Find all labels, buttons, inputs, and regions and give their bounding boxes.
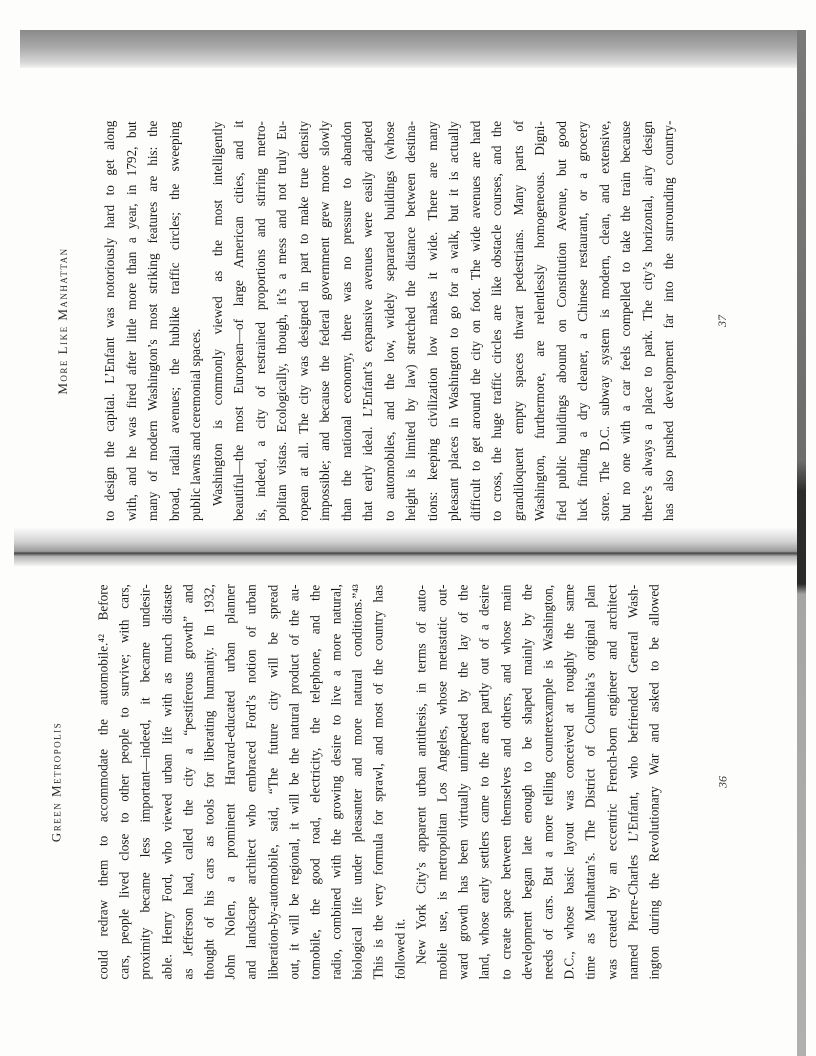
text-line-content: and landscape architect who embraced Ford’s notion of urban	[243, 583, 259, 979]
text-line-content: Washington, furthermore, are relentlessly homogeneous. Digni-	[532, 120, 547, 521]
text-line-content: but no one with a car feels compelled to take the train because	[618, 120, 633, 521]
text-line-content: with, and he was fired after little more than a year, in 1792, but	[123, 120, 139, 521]
text-line-content: many of modern Washington’s most striking features are his: the	[145, 120, 160, 521]
text-line-content: difficult to get around the city on foot. The wide avenues are hard	[467, 120, 483, 521]
text-line	[508, 121, 530, 521]
text-line-content: beautiful—the most European—of large American cities, and it	[231, 120, 246, 521]
text-line-content: is, indeed, a city of restrained proportions and stirring metro-	[252, 120, 268, 521]
text-line-content: development began late enough to be shaped mainly by the	[518, 583, 534, 979]
text-line-content: time as Manhattan’s. The District of Columbia’s original plan	[582, 584, 598, 979]
text-line	[99, 121, 121, 521]
text-line	[142, 121, 164, 521]
page-number: 36	[715, 775, 729, 788]
text-line-content: named Pierre-Charles L’Enfant, who befriended General Wash-	[624, 584, 640, 979]
text-line	[379, 121, 401, 521]
text-line	[658, 121, 680, 521]
text-line	[314, 121, 336, 521]
book-page-36	[50, 584, 740, 979]
text-line-content: pleasant places in Washington to go for a walk, but it is actually	[446, 120, 461, 521]
text-line	[262, 584, 283, 979]
text-line	[240, 584, 261, 979]
body-text	[99, 121, 680, 521]
text-line-content: public lawns and ceremonial spaces.	[188, 328, 203, 521]
text-line	[207, 121, 229, 521]
text-line	[537, 584, 558, 979]
book-gutter-shadow	[14, 528, 806, 566]
text-line-content: impossible; and because the federal government grew more slowly	[317, 120, 332, 521]
text-line	[156, 584, 177, 979]
text-line	[465, 121, 487, 521]
text-line-content: ropean at all. The city was designed in part to make true density	[295, 120, 311, 521]
text-line-content: This is the very formula for sprawl, and most of the country has	[370, 584, 386, 979]
text-line-content: to create space between themselves and others, and whose main	[497, 584, 513, 979]
text-line	[367, 584, 388, 979]
text-line	[271, 121, 293, 521]
text-line	[346, 584, 367, 979]
text-line-content: biological life under pleasanter and more natural conditions.”⁴³	[349, 583, 365, 979]
text-line-content: than the national economy, there was no pressure to abandon	[338, 120, 354, 521]
text-line-content: that early ideal. L’Enfant’s expansive avenues were easily adapted	[360, 120, 375, 521]
text-line	[219, 584, 240, 979]
text-line	[185, 121, 207, 521]
text-line-content: Washington is commonly viewed as the most intelligently	[209, 120, 225, 506]
text-line	[594, 121, 616, 521]
text-line-content: cars, people lived close to other people to survive; with cars,	[116, 583, 132, 979]
text-line-content: store. The D.C. subway system is modern, clean, and extensive,	[596, 120, 612, 521]
text-line-content: to cross, the huge traffic circles are like obstacle courses, and the	[489, 120, 504, 521]
text-line	[283, 584, 304, 979]
text-line-content: radio, combined with the growing desire to live a more natural,	[328, 583, 344, 979]
text-line	[92, 584, 113, 979]
text-line	[177, 584, 198, 979]
text-line	[198, 584, 219, 979]
text-line	[495, 584, 516, 979]
text-line-content: tions: keeping civilization low makes it wide. There are many	[424, 120, 440, 521]
text-line-content: New York City’s apparent urban antithesis, in terms of auto-	[412, 584, 428, 964]
text-line	[643, 584, 664, 979]
running-head: Green Metropolis	[48, 721, 63, 842]
book-page-edge	[797, 30, 806, 1056]
text-line-content: to automobiles, and the low, widely separated buildings (whose	[381, 120, 397, 521]
text-line-content: D.C., whose basic layout was conceived at roughly the same	[561, 583, 577, 979]
text-line	[486, 121, 508, 521]
text-line-content: has also pushed development far into the surrounding country-	[661, 120, 676, 521]
book-page-37	[50, 121, 740, 521]
running-head: More Like Manhattan	[55, 246, 70, 395]
text-line	[622, 584, 643, 979]
text-line-content: as Jefferson had, called the city a “pestiferous growth” and	[179, 583, 195, 979]
text-line-content: mobile use, is metropolitan Los Angeles, whose metastatic out-	[434, 583, 449, 979]
page-number: 37	[715, 314, 729, 327]
text-line-content: height is limited by law) stretched the distance between destina-	[403, 120, 418, 521]
text-line	[452, 584, 473, 979]
text-line	[389, 584, 410, 979]
text-line	[443, 121, 465, 521]
text-line-content: out, it will be regional, it will be the natural product of the au-	[285, 583, 301, 979]
text-line	[422, 121, 444, 521]
text-line	[431, 584, 452, 979]
text-line-content: able. Henry Ford, who viewed urban life with as much distaste	[158, 583, 174, 979]
text-line	[473, 584, 494, 979]
text-line	[572, 121, 594, 521]
text-line-content: ington during the Revolutionary War and asked to be allowed	[645, 583, 661, 979]
text-line-content: politan vistas. Ecologically, though, it’s a mess and not truly Eu-	[274, 120, 289, 521]
text-line	[164, 121, 186, 521]
text-line	[579, 584, 600, 979]
text-line-content: luck finding a dry cleaner, a Chinese restaurant, or a grocery	[575, 120, 590, 521]
text-line	[304, 584, 325, 979]
text-line-content: was created by an eccentric French-born engineer and architect	[603, 583, 619, 979]
text-line-content: thought of his cars as tools for liberating humanity. In 1932,	[200, 583, 216, 979]
text-line	[134, 584, 155, 979]
text-line-content: land, whose early settlers came to the area partly out of a desire	[476, 583, 492, 979]
text-line	[250, 121, 272, 521]
text-line	[637, 121, 659, 521]
text-line	[551, 121, 573, 521]
scan-top-edge-shadow	[20, 30, 806, 68]
text-line	[293, 121, 315, 521]
text-line-content: ward growth has been virtually unimpeded by the lay of the	[455, 584, 471, 979]
text-line	[357, 121, 379, 521]
text-line	[228, 121, 250, 521]
text-line	[615, 121, 637, 521]
body-text	[92, 584, 664, 979]
text-line	[400, 121, 422, 521]
text-line-content: there’s always a place to park. The city’s horizontal, airy design	[639, 120, 655, 521]
text-line	[121, 121, 143, 521]
text-line-content: liberation-by-automobile, said, “The future city will be spread	[264, 584, 280, 979]
text-line	[601, 584, 622, 979]
text-line-content: followed it.	[391, 918, 407, 979]
text-line-content: could redraw them to accommodate the automobile.⁴² Before	[95, 583, 110, 979]
text-line-content: proximity became less important—indeed, it became undesir-	[137, 583, 153, 979]
text-line	[516, 584, 537, 979]
text-line	[325, 584, 346, 979]
text-line	[410, 584, 431, 979]
text-line	[558, 584, 579, 979]
text-line-content: needs of cars. But a more telling counterexample is Washington,	[539, 584, 555, 979]
text-line	[529, 121, 551, 521]
text-line-content: John Nolen, a prominent Harvard-educated urban planner	[222, 583, 238, 979]
text-line-content: grandiloquent empty spaces thwart pedestrians. Many parts of	[510, 120, 526, 521]
text-line-content: broad, radial avenues; the hublike traffic circles; the sweeping	[166, 121, 182, 521]
text-line-content: to design the capital. L’Enfant was notoriously hard to get along	[102, 120, 117, 521]
text-line-content: tomobile, the good road, electricity, the telephone, and the	[306, 584, 322, 979]
text-line	[336, 121, 358, 521]
text-line-content: fied public buildings abound on Constitution Avenue, but good	[553, 120, 569, 521]
text-line	[113, 584, 134, 979]
